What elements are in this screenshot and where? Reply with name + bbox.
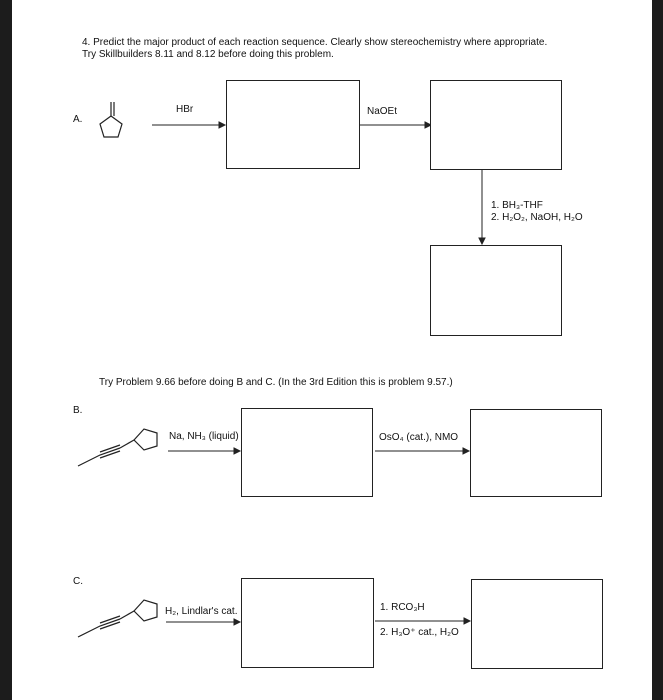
part-b-answer-box-2[interactable] <box>470 409 602 497</box>
part-a-label: A. <box>73 114 83 125</box>
part-c-reagent-1: H₂, Lindlar's cat. <box>165 606 238 617</box>
part-c-alkyne-structure <box>78 600 157 637</box>
question-text: 4. Predict the major product of each reaction sequence. Clearly show stereochemistry where appropriate. <box>82 37 548 48</box>
part-c-answer-box-1[interactable] <box>241 578 374 668</box>
part-a-reagent-1: HBr <box>176 104 194 115</box>
part-a-arrow-down <box>479 170 485 244</box>
part-c-label: C. <box>73 576 83 587</box>
hint-text: Try Skillbuilders 8.11 and 8.12 before doing this problem. <box>82 49 334 60</box>
part-c-reagent-2-line1: 1. RCO₃H <box>380 602 425 613</box>
part-b-arrow-1 <box>168 448 240 454</box>
part-b-label: B. <box>73 405 83 416</box>
part-a-arrow-1 <box>152 122 225 128</box>
part-a-answer-box-1[interactable] <box>226 80 360 169</box>
part-a-answer-box-2[interactable] <box>430 80 562 170</box>
part-c-arrow-2 <box>375 618 470 624</box>
part-a-reagent-3-line2: 2. H₂O₂, NaOH, H₂O <box>491 212 583 223</box>
part-c-reagent-2-line2: 2. H₃O⁺ cat., H₂O <box>380 627 459 638</box>
methylenecyclopentane-structure <box>100 102 122 137</box>
part-a-arrow-2 <box>359 122 431 128</box>
part-c-arrow-1 <box>166 619 240 625</box>
part-a-reagent-3-line1: 1. BH₃-THF <box>491 200 543 211</box>
part-b-reagent-1: Na, NH₃ (liquid) <box>169 431 239 442</box>
note-b-c: Try Problem 9.66 before doing B and C. (In the 3rd Edition this is problem 9.57.) <box>99 377 453 388</box>
worksheet-page <box>12 0 652 700</box>
part-b-arrow-2 <box>375 448 469 454</box>
part-c-answer-box-2[interactable] <box>471 579 603 669</box>
part-a-answer-box-3[interactable] <box>430 245 562 336</box>
part-b-alkyne-structure <box>78 429 157 466</box>
part-b-reagent-2: OsO₄ (cat.), NMO <box>379 432 459 443</box>
part-b-answer-box-1[interactable] <box>241 408 373 497</box>
part-a-reagent-2: NaOEt <box>367 106 398 117</box>
